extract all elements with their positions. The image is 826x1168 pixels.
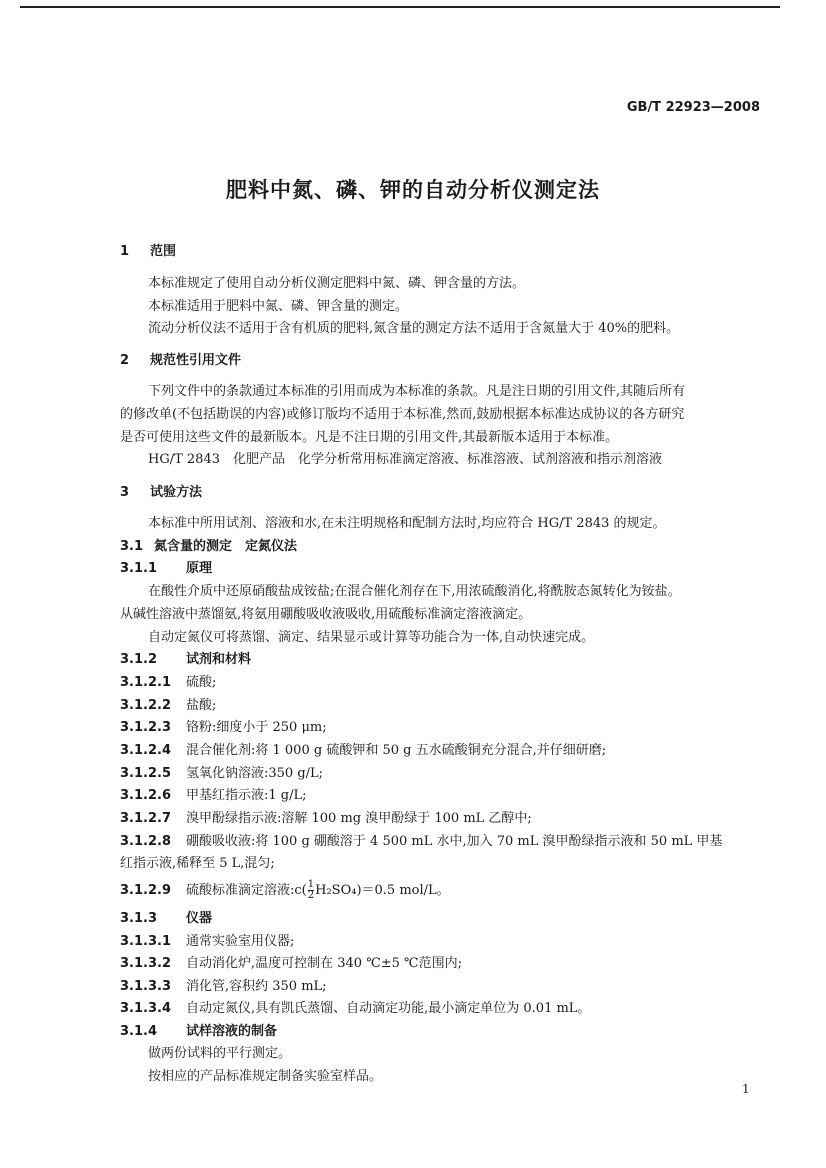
- page-number: 1: [742, 1082, 750, 1096]
- reagent-item: 3.1.2.7 溴甲酚绿指示液:溶解 100 mg 溴甲酚绿于 100 mL 乙醇中;: [120, 811, 532, 826]
- reagent-item-formula: 3.1.2.9 硫酸标准滴定溶液:c( $\frac{1}{2}$ H₂SO₄)＝0.5 mol/L。: [120, 879, 450, 901]
- standard-code: GB/T 22923—2008: [626, 100, 760, 115]
- paragraph: 流动分析仪法不适用于含有机质的肥料,氮含量的测定方法不适用于含氮量大于 40%的肥料。: [148, 321, 680, 336]
- section-1-heading: 1 范围: [120, 244, 177, 259]
- section-3-1-heading: 3.1 氮含量的测定 定氮仪法: [120, 539, 298, 554]
- section-2-heading: 2 规范性引用文件: [120, 353, 242, 368]
- reagent-item: 3.1.2.1 硫酸;: [120, 675, 217, 690]
- apparatus-item: 3.1.3.2 自动消化炉,温度可控制在 340 ℃±5 ℃范围内;: [120, 956, 462, 971]
- reagent-item: 3.1.2.8 硼酸吸收液:将 100 g 硼酸溶于 4 500 mL 水中,加入 70 mL 溴甲酚绿指示液和 50 mL 甲基: [120, 834, 723, 849]
- apparatus-item: 3.1.3.3 消化管,容积约 350 mL;: [120, 979, 327, 994]
- paragraph: 红指示液,稀释至 5 L,混匀;: [120, 856, 275, 871]
- reagent-item: 3.1.2.5 氢氧化钠溶液:350 g/L;: [120, 766, 324, 781]
- section-3-heading: 3 试验方法: [120, 485, 203, 500]
- reagent-item: 3.1.2.3 铬粉:细度小于 250 μm;: [120, 720, 327, 735]
- paragraph: 下列文件中的条款通过本标准的引用而成为本标准的条款。凡是注日期的引用文件,其随后所有: [148, 384, 686, 399]
- reference-entry: HG/T 2843 化肥产品 化学分析常用标准滴定溶液、标准溶液、试剂溶液和指示剂溶液: [148, 452, 662, 467]
- paragraph: 本标准适用于肥料中氮、磷、钾含量的测定。: [148, 299, 409, 314]
- paragraph: 本标准规定了使用自动分析仪测定肥料中氮、磷、钾含量的方法。: [148, 276, 526, 291]
- paragraph: 的修改单(不包括勘误的内容)或修订版均不适用于本标准,然而,鼓励根据本标准达成协议的各方研究: [120, 407, 685, 422]
- paragraph: 从碱性溶液中蒸馏氨,将氨用硼酸吸收液吸收,用硫酸标准滴定溶液滴定。: [120, 607, 532, 622]
- paragraph: 是否可使用这些文件的最新版本。凡是不注日期的引用文件,其最新版本适用于本标准。: [120, 430, 619, 445]
- paragraph: 本标准中所用试剂、溶液和水,在未注明规格和配制方法时,均应符合 HG/T 2843 的规定。: [148, 516, 666, 531]
- section-3-1-3-heading: 3.1.3 仪器: [120, 911, 213, 926]
- reagent-item: 3.1.2.4 混合催化剂:将 1 000 g 硫酸钾和 50 g 五水硫酸铜充分混合,并仔细研磨;: [120, 743, 607, 758]
- reagent-item: 3.1.2.6 甲基红指示液:1 g/L;: [120, 788, 307, 803]
- paragraph: 按相应的产品标准规定制备实验室样品。: [148, 1069, 383, 1084]
- apparatus-item: 3.1.3.4 自动定氮仪,具有凯氏蒸馏、自动滴定功能,最小滴定单位为 0.01 mL。: [120, 1001, 591, 1016]
- document-title: 肥料中氮、磷、钾的自动分析仪测定法: [226, 178, 600, 202]
- section-3-1-4-heading: 3.1.4 试样溶液的制备: [120, 1024, 278, 1039]
- paragraph: 在酸性介质中还原硝酸盐成铵盐;在混合催化剂存在下,用浓硫酸消化,将酰胺态氮转化为铵盐。: [148, 584, 681, 599]
- apparatus-item: 3.1.3.1 通常实验室用仪器;: [120, 934, 295, 949]
- paragraph: 自动定氮仪可将蒸馏、滴定、结果显示或计算等功能合为一体,自动快速完成。: [148, 630, 595, 645]
- section-3-1-1-heading: 3.1.1 原理: [120, 561, 213, 576]
- reagent-item: 3.1.2.2 盐酸;: [120, 698, 217, 713]
- section-3-1-2-heading: 3.1.2 试剂和材料: [120, 652, 252, 667]
- fraction: $\frac{1}{2}$: [307, 879, 315, 901]
- paragraph: 做两份试料的平行测定。: [148, 1046, 292, 1061]
- top-rule: [20, 0, 780, 8]
